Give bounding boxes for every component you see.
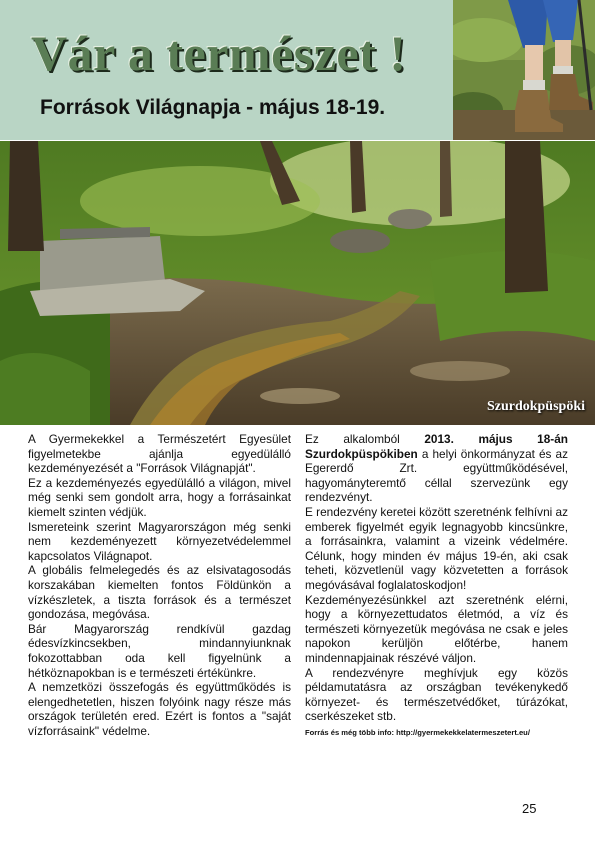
header-band (0, 0, 453, 140)
paragraph: A nemzetközi összefogás és együttműködés is elengedhetetlen, hiszen folyóink nagy része más országok területén ered. Ezért is fontos a "saját vízforrásaink" védelme. (28, 680, 291, 738)
paragraph: Bár Magyarország rendkívül gazdag édesvízkincsekben, mindannyiunknak fokozottabban oda kell figyelnünk a hétköznapokban is e természeti értékünkre. (28, 621, 291, 680)
source-link[interactable]: Forrás és még több info: http://gyermekekkelatermeszetert.eu/ (305, 727, 530, 737)
forest-spring-photo (0, 141, 595, 425)
intro-text-rest: a helyi önkormányzat és az Egererdő Zrt. együttműködésével, hagyományteremtő céllal szervezünk egy rendezvényt. (305, 446, 568, 505)
paragraph: Ez a kezdeményezés egyedülálló a világon, mivel még senki sem gondolt arra, hogy a forrásainkat kiemelt szinten védjük. (28, 475, 291, 519)
paragraph: A Gyermekekkel a Természetért Egyesület figyelmetekbe ajánlja egyedülálló kezdeményezését a "Források Világnapját". (28, 432, 291, 476)
paragraph: E rendezvény keretei között szeretnénk felhívni az emberek figyelmét egyik legnagyobb kincsünkre, a forrásainkra, valamint a vizeink védelmére. Célunk, hogy minden év május 19-én, aki csak teheti, közvetlenül vagy közvetetten a források megóvásával foglalatoskodjon! (305, 504, 568, 592)
event-date: 2013. május 18-án (424, 432, 568, 446)
right-column (305, 432, 568, 740)
page-subtitle: Források Világnapja - május 18-19. (40, 96, 386, 119)
left-column (28, 432, 291, 738)
page-number: 25 (522, 801, 537, 816)
photo-caption: Szurdokpüspöki (486, 399, 585, 414)
paragraph: Kezdeményezésünkkel azt szeretnénk elérni, hogy a környezettudatos életmód, a víz és természeti környezetük megóvása ne csak e jeles napokon kerüljön előtérbe, hanem mindennapjainak részévé váljon. (305, 592, 568, 665)
hiking-boots-photo (453, 0, 595, 140)
paragraph: A globális felmelegedés és az elsivatagosodás korszakában kiemelten fontos Földünkön a vízkészletek, a tiszta források és a természet gondozása, megóvása. (28, 563, 291, 622)
paragraph: A rendezvényre meghívjuk egy közös példamutatásra az országban tevékenykedő környezet- és természetvédőket, túrázókat, cserkészeket stb. (305, 665, 568, 724)
paragraph: Ismereteink szerint Magyarországon még senki nem kezdeményezett környezetvédelemmel kapcsolatos Világnapot. (28, 519, 291, 563)
page-title: Vár a természet ! (31, 25, 407, 81)
event-place: Szurdokpüspökiben (305, 446, 418, 461)
intro-paragraph (305, 432, 568, 505)
intro-text: Ez alkalomból (305, 432, 425, 446)
